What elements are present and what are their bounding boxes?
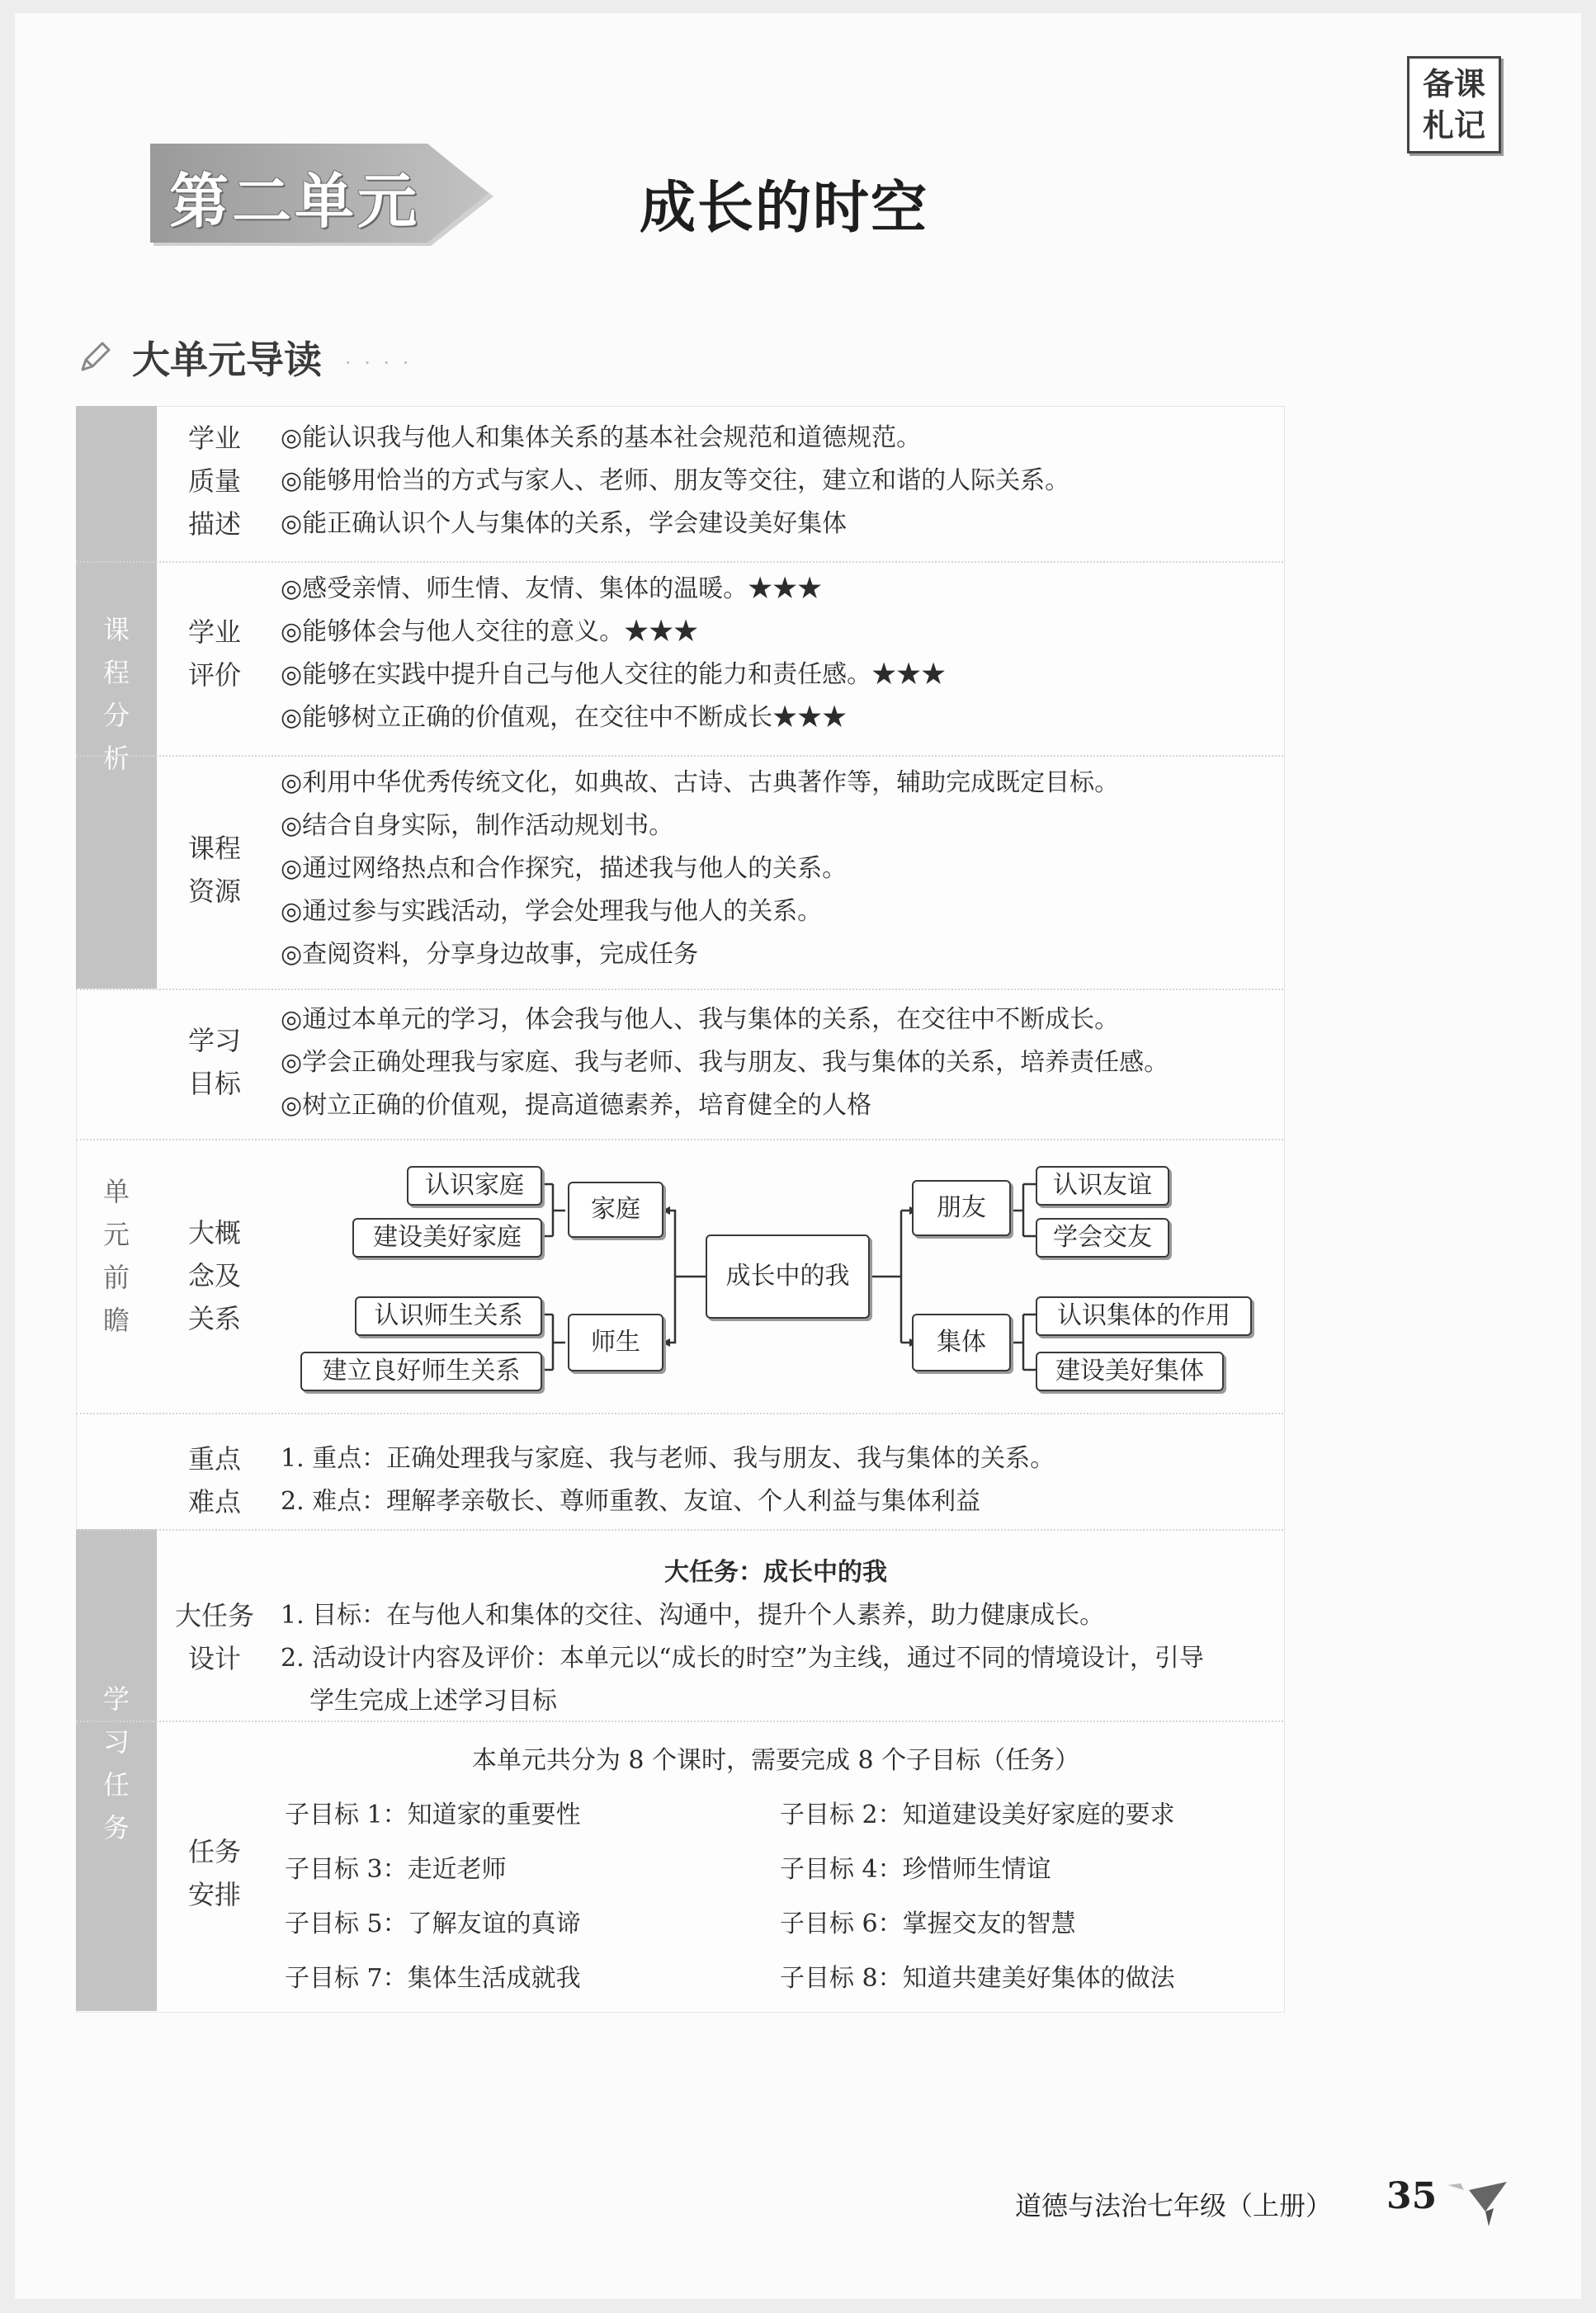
list-item: ◎通过本单元的学习，体会我与他人、我与集体的关系，在交往中不断成长。 xyxy=(281,1005,1120,1034)
row-label-arrangement: 任务 安排 xyxy=(187,1836,241,1910)
row-label-big-task: 大任务 设计 xyxy=(174,1600,254,1674)
list-item: ◎查阅资料，分享身边故事，完成任务 xyxy=(281,940,699,969)
list-item: ◎能够体会与他人交往的意义。★★★ xyxy=(281,617,699,646)
arrangement-intro: 本单元共分为 8 个课时，需要完成 8 个子目标（任务） xyxy=(471,1746,1080,1775)
concept-teacher: 师生 xyxy=(568,1314,663,1371)
concept-group-b: 建设美好集体 xyxy=(1036,1352,1224,1391)
stamp-line2: 札记 xyxy=(1422,106,1485,144)
stamp-line1: 备课 xyxy=(1422,65,1485,102)
row-label-resources: 课程 资源 xyxy=(187,833,241,907)
list-item: ◎能够用恰当的方式与家人、老师、朋友等交往，建立和谐的人际关系。 xyxy=(281,466,1070,495)
list-item: ◎结合自身实际，制作活动规划书。 xyxy=(281,811,674,840)
row-divider xyxy=(76,1721,1283,1722)
row-divider xyxy=(76,989,1283,990)
concept-teacher-a: 认识师生关系 xyxy=(355,1296,542,1336)
side-label-study: 学 习 任 务 xyxy=(102,1683,130,1843)
book-title: 道德与法治七年级（上册） xyxy=(1015,2190,1333,2221)
list-item: ◎通过网络热点和合作探究，描述我与他人的关系。 xyxy=(281,854,848,883)
row-divider xyxy=(76,561,1283,563)
pencil-icon xyxy=(76,337,116,376)
concept-teacher-b: 建立良好师生关系 xyxy=(300,1352,542,1391)
sub-goal: 子目标 1：知道家的重要性 xyxy=(285,1801,581,1829)
page-number: 35 xyxy=(1386,2175,1438,2217)
decorative-dots: · · · · xyxy=(345,352,413,375)
big-task-heading: 大任务：成长中的我 xyxy=(664,1558,887,1587)
list-item: ◎利用中华优秀传统文化，如典故、古诗、古典著作等，辅助完成既定目标。 xyxy=(281,768,1120,797)
list-item: 1. 重点：正确处理我与家庭、我与老师、我与朋友、我与集体的关系。 xyxy=(281,1444,1055,1473)
row-divider xyxy=(76,755,1283,757)
concept-family: 家庭 xyxy=(568,1182,663,1238)
sub-goal: 子目标 3：走近老师 xyxy=(285,1855,507,1884)
lesson-notes-stamp xyxy=(1407,56,1501,153)
row-label-keypoints: 重点 难点 xyxy=(187,1443,241,1518)
sub-goal: 子目标 6：掌握交友的智慧 xyxy=(780,1909,1076,1938)
concept-center: 成长中的我 xyxy=(706,1234,870,1319)
concept-friend-a: 认识友谊 xyxy=(1036,1166,1169,1206)
page-title: 成长的时空 xyxy=(640,175,929,241)
unit-label: 第二单元 xyxy=(169,166,421,236)
list-item: 2. 活动设计内容及评价：本单元以“成长的时空”为主线，通过不同的情境设计，引导 xyxy=(281,1644,1204,1673)
list-item: ◎能认识我与他人和集体关系的基本社会规范和道德规范。 xyxy=(281,423,922,452)
row-label-concept: 大概 念及 关系 xyxy=(187,1217,241,1334)
side-label-course: 课 程 分 析 xyxy=(102,614,130,774)
side-block-course xyxy=(76,406,157,989)
sub-goal: 子目标 7：集体生活成就我 xyxy=(285,1964,581,1993)
list-item: 1. 目标：在与他人和集体的交往、沟通中，提升个人素养，助力健康成长。 xyxy=(281,1601,1105,1630)
list-item: ◎树立正确的价值观，提高道德素养，培育健全的人格 xyxy=(281,1091,872,1120)
concept-friend-b: 学会交友 xyxy=(1036,1218,1169,1258)
concept-group-a: 认识集体的作用 xyxy=(1036,1296,1252,1336)
concept-family-a: 认识家庭 xyxy=(407,1166,542,1206)
row-divider xyxy=(76,1139,1283,1140)
sub-goal: 子目标 5：了解友谊的真谛 xyxy=(285,1909,581,1938)
concept-friend: 朋友 xyxy=(912,1180,1011,1236)
list-item: ◎能够树立正确的价值观，在交往中不断成长★★★ xyxy=(281,703,848,732)
list-item: ◎通过参与实践活动，学会处理我与他人的关系。 xyxy=(281,897,823,926)
row-divider xyxy=(76,1413,1283,1414)
list-item: ◎感受亲情、师生情、友情、集体的温暖。★★★ xyxy=(281,574,823,603)
corner-arrow-icon xyxy=(1444,2178,1510,2228)
list-item: ◎能够在实践中提升自己与他人交往的能力和责任感。★★★ xyxy=(281,660,947,689)
side-block-study xyxy=(76,1529,157,2011)
list-item: ◎学会正确处理我与家庭、我与老师、我与朋友、我与集体的关系，培养责任感。 xyxy=(281,1048,1169,1077)
concept-family-b: 建设美好家庭 xyxy=(352,1218,542,1258)
side-block-unit xyxy=(76,989,157,1529)
row-label-evaluation: 学业 评价 xyxy=(187,616,241,691)
side-label-unit: 单 元 前 瞻 xyxy=(102,1176,130,1336)
row-label-quality: 学业 质量 描述 xyxy=(187,422,241,540)
sub-goal: 子目标 2：知道建设美好家庭的要求 xyxy=(780,1801,1175,1829)
section-title: 大单元导读 xyxy=(132,338,322,382)
list-item: 学生完成上述学习目标 xyxy=(309,1687,557,1716)
list-item: ◎能正确认识个人与集体的关系，学会建设美好集体 xyxy=(281,509,848,538)
row-label-goals: 学习 目标 xyxy=(187,1025,241,1099)
sub-goal: 子目标 8：知道共建美好集体的做法 xyxy=(780,1964,1175,1993)
row-divider xyxy=(76,1529,1283,1531)
list-item: 2. 难点：理解孝亲敬长、尊师重教、友谊、个人利益与集体利益 xyxy=(281,1487,981,1516)
concept-group: 集体 xyxy=(912,1314,1011,1371)
sub-goal: 子目标 4：珍惜师生情谊 xyxy=(780,1855,1051,1884)
